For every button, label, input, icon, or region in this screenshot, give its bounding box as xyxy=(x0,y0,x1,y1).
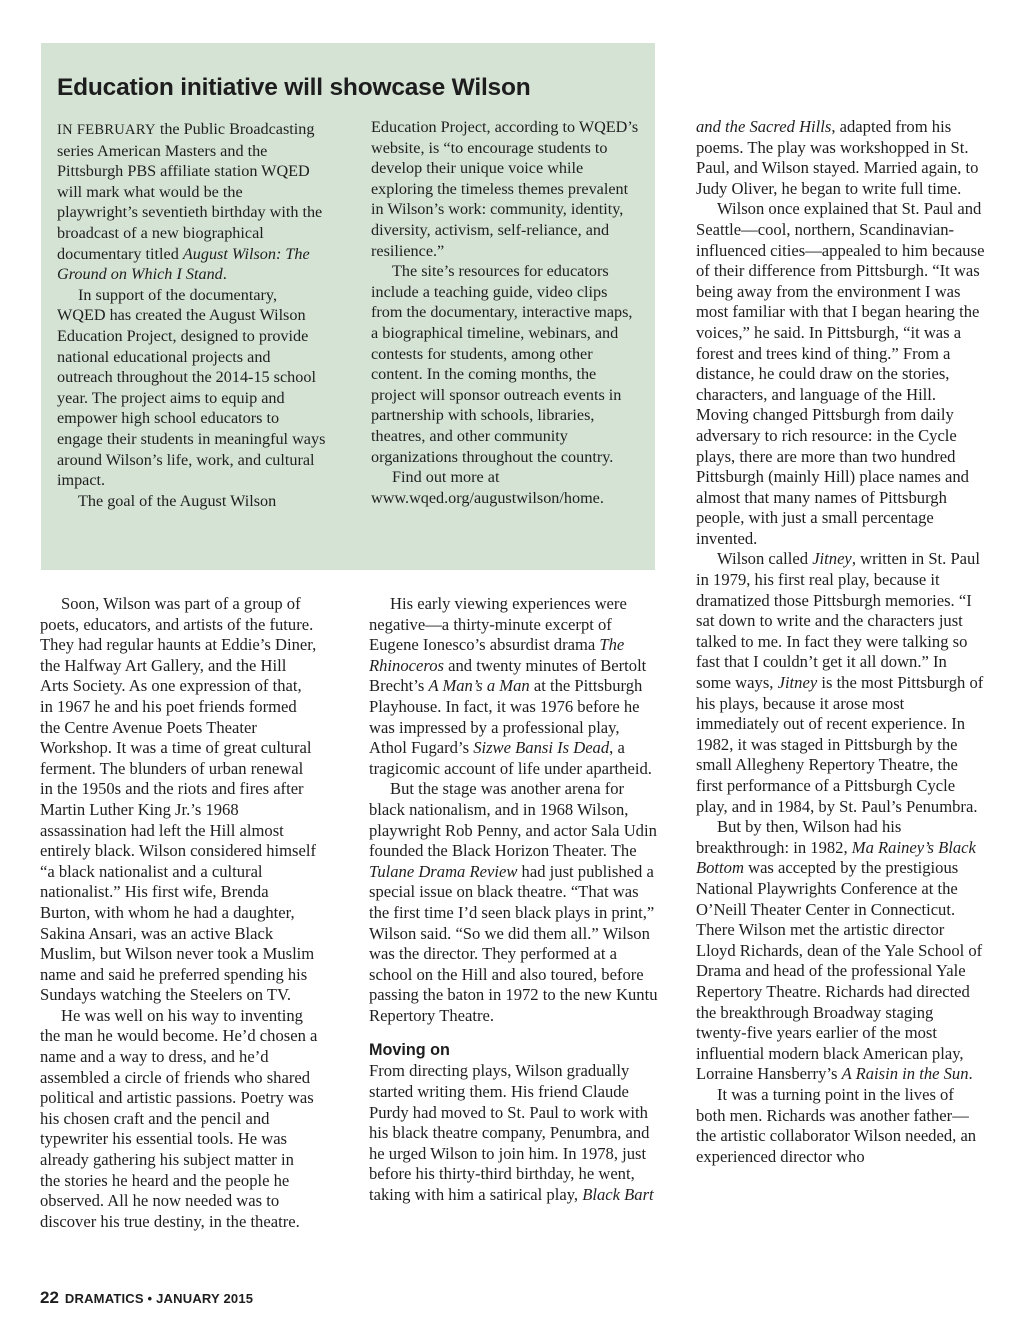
body-paragraph: From directing plays, Wilson gradually started writing them. His friend Claude Purdy had moved to St. Paul to work with his black theatre company, Penumbra, and he urged Wilson to join him. In 1978, just before his thirty-third birthday, he went, taking with him a satirical play, Black Bart xyxy=(369,1061,654,1205)
sidebar-paragraph: The site’s resources for educators include a teaching guide, video clips from the documentary, interactive maps, a biographical timeline, webinars, and contests for students, among other content. In the coming months, the project will sponsor outreach events in partnership with schools, libraries, theatres, and other community organizations throughout the country. xyxy=(371,262,633,466)
body-column-2 xyxy=(369,594,659,1206)
sidebar-paragraph: Education Project, according to WQED’s website, is “to encourage students to develop their unique voice while exploring the timeless themes prevalent in Wilson’s work: community, identity, diversity, activism, self-reliance, and resilience.” xyxy=(371,118,639,260)
body-paragraph: His early viewing experiences were negative—a thirty-minute excerpt of Eugene Ionesco’s absurdist drama The Rhinoceros and twenty minutes of Bertolt Brecht’s A Man’s a Man at the Pittsburgh Playhouse. In fact, it was 1976 before he was impressed by a professional play, Athol Fugard’s Sizwe Bansi Is Dead, a tragicomic account of life under apartheid. xyxy=(369,594,652,778)
publication-line: DRAMATICS • JANUARY 2015 xyxy=(64,1291,254,1306)
body-paragraph: But by then, Wilson had his breakthrough: in 1982, Ma Rainey’s Black Bottom was accepted by the prestigious National Playwrights Conference at the O’Neill Theater Center in Connecticut. There Wilson met the artistic director Lloyd Richards, dean of the Yale School of Drama and head of the professional Yale Repertory Theatre. Richards had directed the breakthrough Broadway staging twenty-five years earlier of the most influential modern black American play, Lorraine Hansberry’s A Raisin in the Sun. xyxy=(696,817,983,1084)
body-paragraph: He was well on his way to inventing the man he would become. He’d chosen a name and a way to dress, and he’d assembled a circle of friends who shared political and artistic passions. Poetry was his chosen craft and the pencil and typewriter his essential tools. He was already gathering his subject matter in the stories he heard and the people he observed. All he now needed was to discover his true destiny, in the theatre. xyxy=(40,1005,318,1231)
sidebar-paragraph: IN FEBRUARY the Public Broadcasting series American Masters and the Pittsburgh PBS affiliate station WQED will mark what would be the playwright’s seventieth birthday with the broadcast of a new biographical documentary titled August Wilson: The Ground on Which I Stand. xyxy=(57,120,323,284)
play-title: Jitney xyxy=(812,549,852,569)
body-column-3 xyxy=(696,117,986,1167)
sidebar-column-2 xyxy=(371,117,641,508)
play-title: Jitney xyxy=(777,673,818,693)
documentary-title: August Wilson: The Ground on Which I Stand xyxy=(57,244,310,284)
play-title: Black Bart xyxy=(582,1185,654,1205)
body-paragraph: It was a turning point in the lives of both men. Richards was another father—the artistic collaborator Wilson needed, an experienced director who xyxy=(696,1084,977,1166)
page-number: 22 xyxy=(40,1288,59,1307)
play-title: Sizwe Bansi Is Dead xyxy=(473,738,610,758)
play-title: Ma Rainey’s Black Bottom xyxy=(696,837,976,878)
page-footer xyxy=(40,1288,253,1308)
sidebar-paragraph: In support of the documentary, WQED has created the August Wilson Education Project, designed to provide national educational projects and outreach throughout the 2014-15 school year. The project aims to equip and empower high school educators to engage their students in meaningful ways around Wilson’s life, work, and cultural impact. xyxy=(57,285,326,490)
sidebar-paragraph: The goal of the August Wilson xyxy=(78,491,277,510)
body-paragraph: Soon, Wilson was part of a group of poets, educators, and artists of the future. They had regular haunts at Eddie’s Diner, the Halfway Art Gallery, and the Hill Arts Society. As one expression of that, in 1967 he and his poet friends formed the Centre Avenue Poets Theater Workshop. It was a time of great cultural ferment. The blunders of urban renewal in the 1950s and the riots and fires after Martin Luther King Jr.’s 1968 assassination had left the Hill almost entirely black. Wilson considered himself “a black nationalist and a cultural nationalist.” His first wife, Brenda Burton, with whom he had a daughter, Sakina Ansari, was an active Black Muslim, but Wilson never took a Muslim name and said he preferred spending his Sundays watching the Steelers on TV. xyxy=(40,594,317,1005)
body-paragraph: Wilson once explained that St. Paul and Seattle—cool, northern, Scandinavian-influenced cities—appealed to him because of their difference from Pittsburgh. “It was being away from the environment I was most familiar with that I began hearing the voices,” he said. In Pittsburgh, “it was a forest and trees kind of thing.” From a distance, he could draw on the stories, characters, and language of the Hill. Moving changed Pittsburgh from daily adversary to rich resource: in the Cycle plays, there are more than two hundred Pittsburgh (mainly Hill) place names and almost that many names of Pittsburgh people, with just a small percentage invented. xyxy=(696,199,985,548)
lead-in: IN FEBRUARY xyxy=(57,122,156,138)
section-subhead: Moving on xyxy=(369,1041,450,1060)
play-title: A Raisin in the Sun xyxy=(841,1064,969,1084)
sidebar-title: Education initiative will showcase Wilson xyxy=(57,74,531,101)
sidebar-column-1 xyxy=(57,119,327,511)
body-paragraph: But the stage was another arena for black nationalism, and in 1968 Wilson, playwright Rob Penny, and actor Sala Udin founded the Black Horizon Theater. The Tulane Drama Review had just published a special issue on black theatre. “That was the first time I’d seen black plays in print,” Wilson said. “So we did them all.” Wilson was the director. They performed at a school on the Hill and also toured, before passing the baton in 1972 to the new Kuntu Repertory Theatre. xyxy=(369,779,658,1025)
sidebar-link-paragraph[interactable]: Find out more at www.wqed.org/augustwilson/home. xyxy=(371,468,604,507)
play-title: The Rhinoceros xyxy=(369,635,625,675)
play-title: and the Sacred Hills xyxy=(696,117,832,136)
journal-title: Tulane Drama Review xyxy=(369,861,518,881)
play-title: A Man’s a Man xyxy=(428,676,530,696)
body-paragraph: and the Sacred Hills, adapted from his poems. The play was workshopped in St. Paul, and Wilson stayed. Married again, to Judy Oliver, he began to write full time. xyxy=(696,117,979,198)
body-column-1 xyxy=(40,594,318,1232)
body-paragraph: Wilson called Jitney, written in St. Paul in 1979, his first real play, because it dramatized those Pittsburgh memories. “I sat down to write and the characters just talked to me. In fact they were talking so fast that I couldn’t get it all down.” In some ways, Jitney is the most Pittsburgh of his plays, because it arose most immediately out of recent experience. In 1982, it was staged in Pittsburgh by the small Allegheny Repertory Theatre, the first performance of a Pittsburgh Cycle play, and in 1984, by St. Paul’s Penumbra. xyxy=(696,549,984,816)
